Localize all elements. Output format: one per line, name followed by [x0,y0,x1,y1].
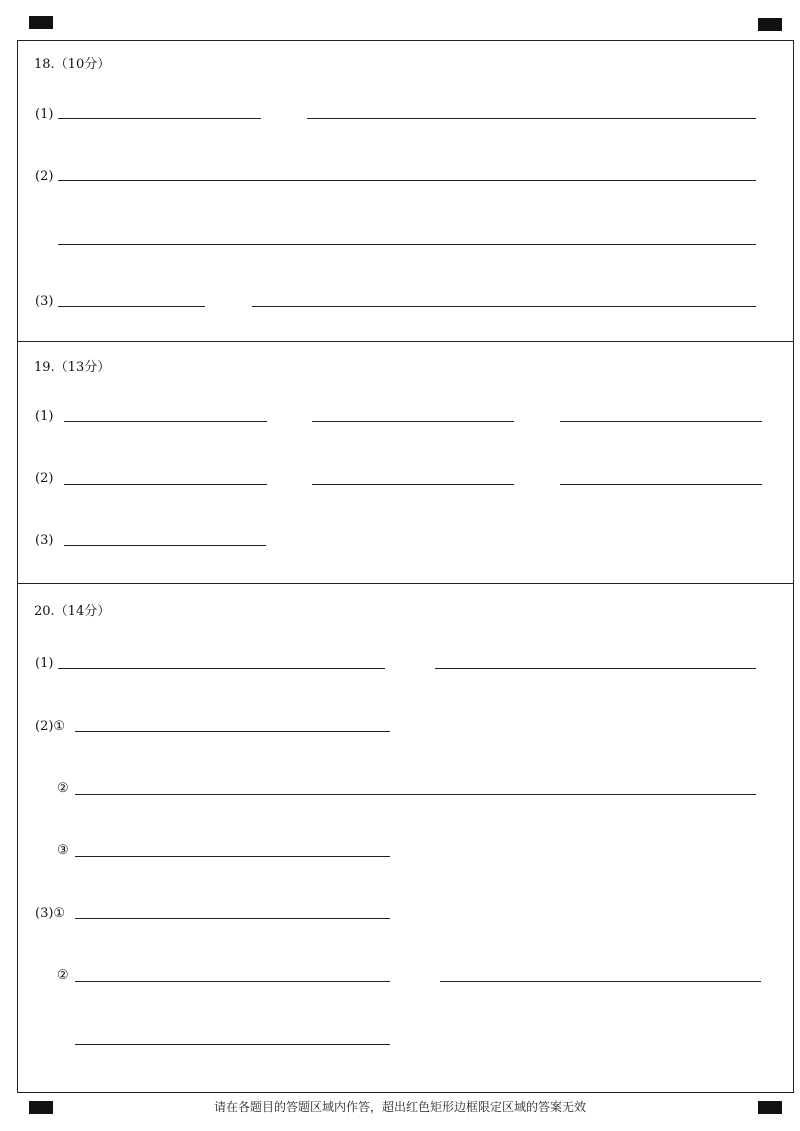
footer-notice: 请在各题目的答题区域内作答，超出红色矩形边框限定区域的答案无效 [213,1100,586,1114]
section-divider-18-19 [17,341,794,342]
q20-part3-item2-answer-line-b[interactable] [440,981,761,982]
registration-marker-top-right [758,18,782,31]
q20-part3-item2-label: ② [57,968,69,983]
q20-part2-item2-label: ② [57,781,69,796]
q20-part2-item1-answer-line[interactable] [75,731,390,732]
question-19-title: 19.（13分） [34,360,111,375]
question-18-title: 18.（10分） [34,57,111,72]
section-divider-19-20 [17,583,794,584]
q18-part2-answer-line-b[interactable] [58,244,756,245]
q20-part2-item3-answer-line[interactable] [75,856,390,857]
q18-part1-answer-line-b[interactable] [307,118,756,119]
q20-part3-item1-label: (3)① [35,906,66,921]
q20-part1-answer-line-a[interactable] [58,668,385,669]
q19-part3-answer-line-a[interactable] [64,545,266,546]
answer-area-frame [17,40,794,1093]
q19-part2-answer-line-b[interactable] [312,484,514,485]
question-20-title: 20.（14分） [34,604,111,619]
q19-part2-answer-line-a[interactable] [64,484,267,485]
q18-part1-label: (1) [35,107,54,122]
registration-marker-top-left [29,16,53,29]
q19-part1-answer-line-b[interactable] [312,421,514,422]
q19-part1-answer-line-c[interactable] [560,421,762,422]
q18-part2-label: (2) [35,169,54,184]
q20-part1-answer-line-b[interactable] [435,668,756,669]
q19-part2-answer-line-c[interactable] [560,484,762,485]
q18-part3-answer-line-b[interactable] [252,306,756,307]
q20-part3-item2-answer-line-c[interactable] [75,1044,390,1045]
q18-part3-label: (3) [35,294,54,309]
q20-part3-item1-answer-line[interactable] [75,918,390,919]
q20-part2-item1-label: (2)① [35,719,66,734]
q19-part2-label: (2) [35,471,54,486]
q19-part1-answer-line-a[interactable] [64,421,267,422]
q19-part1-label: (1) [35,409,54,424]
q20-part2-item3-label: ③ [57,843,69,858]
q20-part2-item2-answer-line[interactable] [75,794,756,795]
q18-part3-answer-line-a[interactable] [58,306,205,307]
q20-part3-item2-answer-line-a[interactable] [75,981,390,982]
q20-part1-label: (1) [35,656,54,671]
q18-part1-answer-line-a[interactable] [58,118,261,119]
q19-part3-label: (3) [35,533,54,548]
q18-part2-answer-line-a[interactable] [58,180,756,181]
